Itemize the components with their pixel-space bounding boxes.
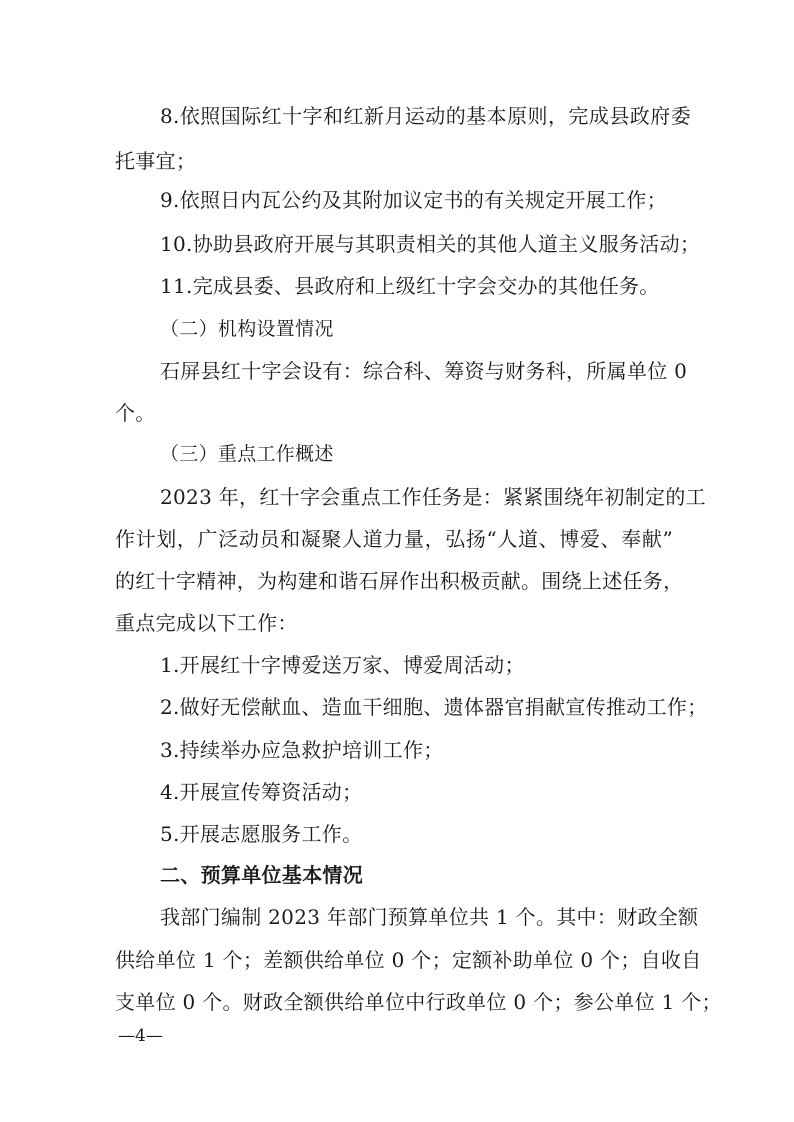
list-item-9: 9.依照日内瓦公约及其附加议定书的有关规定开展工作； xyxy=(160,188,667,212)
paragraph-key-work-line-1: 2023 年，红十字会重点工作任务是：紧紧围绕年初制定的工 xyxy=(160,485,706,509)
paragraph-budget-line-2: 供给单位 1 个；差额供给单位 0 个；定额补助单位 0 个；自收自 xyxy=(115,948,702,972)
paragraph-budget-line-1: 我部门编制 2023 年部门预算单位共 1 个。其中：财政全额 xyxy=(160,905,699,929)
section-heading-institution: （二）机构设置情况 xyxy=(160,318,334,340)
work-item-3: 3.持续举办应急救护培训工作； xyxy=(160,738,444,762)
paragraph-key-work-line-4: 重点完成以下工作： xyxy=(115,611,298,635)
paragraph-institution-line-2: 个。 xyxy=(115,401,156,425)
section-heading-key-work: （三）重点工作概述 xyxy=(160,443,334,465)
paragraph-key-work-line-3: 的红十字精神，为构建和谐石屏作出积极贡献。围绕上述任务， xyxy=(115,569,684,593)
paragraph-institution-line-1: 石屏县红十字会设有：综合科、筹资与财务科，所属单位 0 xyxy=(160,359,688,383)
list-item-11: 11.完成县委、县政府和上级红十字会交办的其他任务。 xyxy=(160,274,660,298)
paragraph-budget-line-3: 支单位 0 个。财政全额供给单位中行政单位 0 个；参公单位 1 个； xyxy=(115,990,722,1014)
work-item-5: 5.开展志愿服务工作。 xyxy=(160,822,363,846)
section-heading-budget-units: 二、预算单位基本情况 xyxy=(160,863,363,887)
list-item-10: 10.协助县政府开展与其职责相关的其他人道主义服务活动； xyxy=(160,232,701,256)
page-number: —4— xyxy=(118,1026,163,1046)
list-item-8-line-1: 8.依照国际红十字和红新月运动的基本原则，完成县政府委 xyxy=(160,104,691,128)
list-item-8-line-2: 托事宜； xyxy=(115,149,197,173)
work-item-4: 4.开展宣传筹资活动； xyxy=(160,780,363,804)
work-item-2: 2.做好无偿献血、造血干细胞、遗体器官捐献宣传推动工作； xyxy=(160,695,708,719)
work-item-1: 1.开展红十字博爱送万家、博爱周活动； xyxy=(160,653,525,677)
paragraph-key-work-line-2: 作计划，广泛动员和凝聚人道力量，弘扬“人道、博爱、奉献” xyxy=(115,527,673,551)
